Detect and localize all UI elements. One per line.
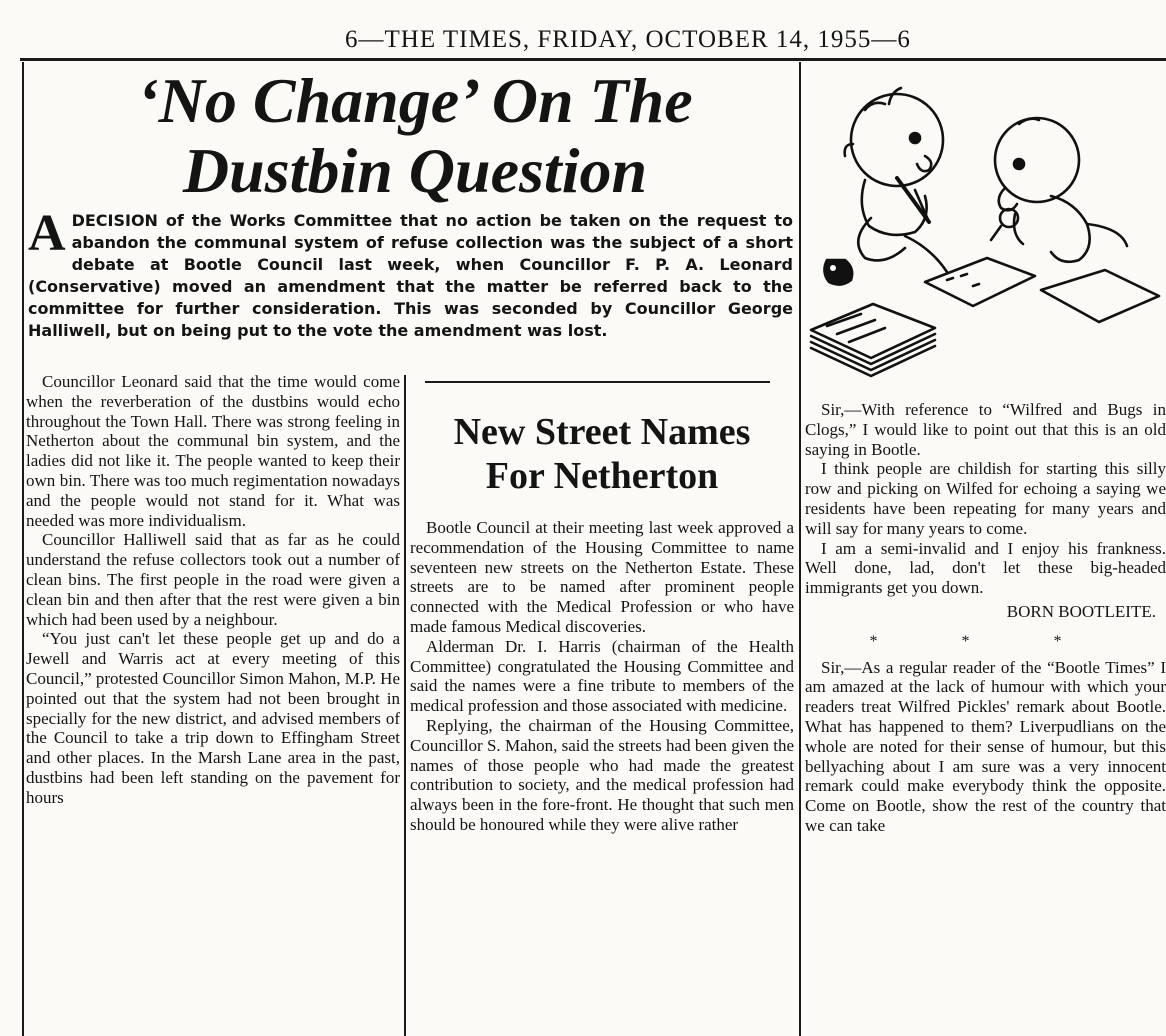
article-streets-body bbox=[410, 518, 794, 835]
masthead: 6—THE TIMES, FRIDAY, OCTOBER 14, 1955—6 bbox=[345, 26, 911, 53]
paragraph: Replying, the chairman of the Housing Committee, Councillor S. Mahon, said the streets had been given the names of those people who had made the greatest contribution to society, and the medical profession had always been in the fore-front. He thought that such men should be honoured while they were alive rather bbox=[410, 715, 794, 834]
col2-top-rule bbox=[425, 381, 770, 383]
headline-line1: ‘No Change’ On The bbox=[137, 65, 693, 136]
separator-stars: * * * bbox=[869, 632, 1102, 650]
letter-paragraph: Sir,—With reference to “Wilfred and Bugs in Clogs,” I would like to point out that this is an old saying in Bootle. bbox=[805, 400, 1166, 459]
dropcap: A bbox=[28, 205, 66, 262]
masthead-rule bbox=[20, 58, 1166, 61]
paragraph: Bootle Council at their meeting last week approved a recommendation of the Housing Committee to name seventeen new streets on the Netherton Estate. These streets are to be named after prominent people connected with the Medical Profession or who have made famous Medical discoveries. bbox=[410, 518, 794, 636]
paragraph: Alderman Dr. I. Harris (chairman of the Health Committee) congratulated the Housing Committee and said the names were a fine tribute to members of the medical profession and those associated with medicine. bbox=[410, 636, 794, 716]
headline-line1: New Street Names bbox=[453, 411, 751, 453]
letter-paragraph: I think people are childish for starting this silly row and picking on Wilfed for echoing a saying we residents have been repeating for many years and will say for many years to come. bbox=[805, 459, 1166, 538]
paragraph: “You just can't let these people get up and do a Jewell and Warris act at every meeting of this Council,” protested Councillor Simon Mahon, M.P. He pointed out that the system had not been brought in specially for the new district, and advised members of the Council to take a trip down to Effingham Street and other places. In the Marsh Lane area in the past, dustbins had been left standing on the pavement for hours bbox=[26, 629, 400, 807]
letters-column bbox=[805, 400, 1166, 836]
column-rule-main bbox=[799, 62, 801, 1036]
intro-text: DECISION of the Works Committee that no action be taken on the request to abandon the communal system of refuse collection was the subject of a short debate at Bootle Council last week, when Councillor F. P. A. Leonard (Conservative) moved an amendment that the matter be referred back to the committee for further consideration. This was seconded by Councillor George Halliwell, but on being put to the vote the amendment was lost. bbox=[28, 211, 793, 340]
letter-paragraph: Sir,—As a regular reader of the “Bootle Times” I am amazed at the lack of humour with which your readers treat Wilfred Pickles' remark about Bootle. What has happened to them? Liverpudlians on the whole are noted for their sense of humour, but this bellyaching about I am sure was a very innocent remark could make everybody think the opposite. Come on Bootle, show the rest of the country that we can take bbox=[805, 657, 1166, 835]
article-dustbin-body bbox=[26, 372, 400, 808]
headline-line2: For Netherton bbox=[485, 455, 719, 497]
cartoon-illustration bbox=[805, 68, 1166, 388]
letter-paragraph: I am a semi-invalid and I enjoy his frankness. Well done, lad, don't let these big-headed immigrants get you down. bbox=[805, 538, 1166, 598]
column-rule-1 bbox=[404, 375, 406, 1036]
paragraph: Councillor Halliwell said that as far as he could understand the refuse collectors took out a number of clean bins. The first people in the road were given a clean bin and then after that the rest were given a bin which had been used by a neighbour. bbox=[26, 530, 400, 629]
letter-signature: BORN BOOTLEITE. bbox=[1006, 601, 1156, 621]
left-vertical-rule bbox=[22, 62, 24, 1036]
headline-line2: Dustbin Question bbox=[182, 135, 648, 206]
article-streets-headline bbox=[410, 410, 794, 498]
paragraph: Councillor Leonard said that the time would come when the reverberation of the dustbins would echo throughout the Town Hall. There was strong feeling in Netherton about the communal bin system, and the ladies did not like it. The people wanted to keep their own bin. There was too much regimentation nowadays and the people would not stand for it. What was needed was more individualism. bbox=[26, 372, 400, 530]
intro-paragraph bbox=[28, 205, 793, 342]
